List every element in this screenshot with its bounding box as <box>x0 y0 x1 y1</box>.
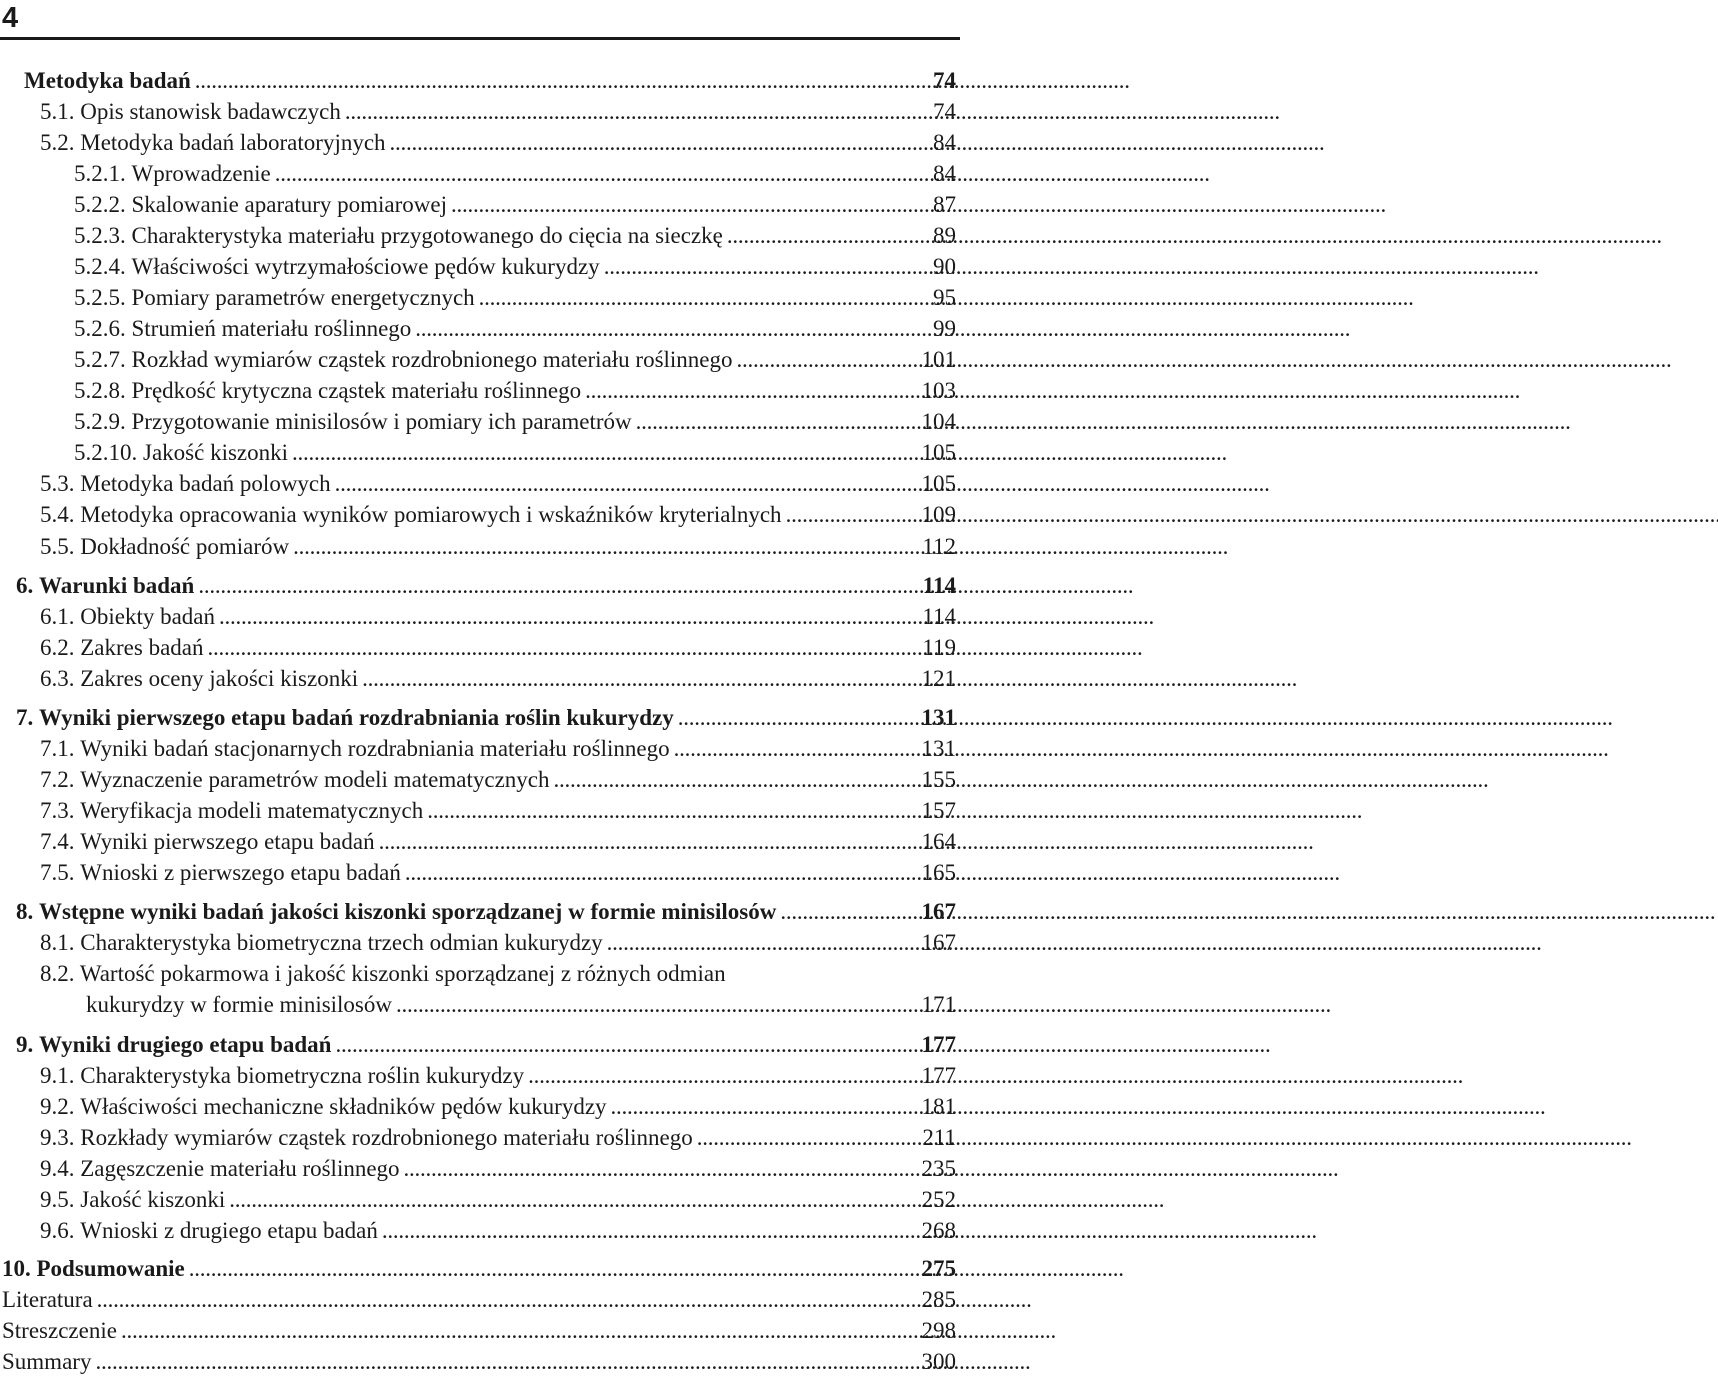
toc-entry[interactable] <box>40 929 956 956</box>
toc-entry-title: Rozkłady wymiarów cząstek rozdrobnionego materiału roślinnego <box>80 1125 693 1150</box>
toc-dot-leader <box>678 704 918 731</box>
toc-dot-leader <box>362 665 917 692</box>
toc-entry[interactable] <box>40 470 956 497</box>
toc-dot-leader <box>636 408 918 435</box>
toc-entry-title: Metodyka opracowania wyników pomiarowych i wskaźników kryterialnych <box>80 502 782 527</box>
toc-entry-title: Metodyka badań polowych <box>80 471 331 496</box>
header-rule <box>0 37 960 40</box>
toc-entry-number: 9.3. <box>40 1125 81 1150</box>
page-header <box>0 0 960 40</box>
toc-entry[interactable] <box>40 766 956 793</box>
toc-entry-title: Wyniki pierwszego etapu badań <box>80 829 375 854</box>
toc-entry[interactable] <box>40 1093 956 1120</box>
toc-entry-number: 5.4. <box>40 502 81 527</box>
toc-dot-leader <box>208 634 919 661</box>
toc-entry-page: 109 <box>921 502 956 527</box>
toc-entry-number: 5.2.1. <box>74 161 132 186</box>
toc-entry-number: 8.1. <box>40 930 81 955</box>
toc-dot-leader <box>585 377 917 404</box>
toc-entry[interactable] <box>40 1062 956 1089</box>
toc-entry-page: 298 <box>921 1318 956 1343</box>
toc-dot-leader <box>607 929 918 956</box>
toc-entry[interactable] <box>40 1217 956 1244</box>
toc-entry[interactable] <box>74 439 956 466</box>
toc-entry-page: 235 <box>921 1156 956 1181</box>
toc-entry-title: Opis stanowisk badawczych <box>80 99 341 124</box>
toc-entry-title: Zakres badań <box>80 635 204 660</box>
toc-entry-title: Wyznaczenie parametrów modeli matematycznych <box>80 767 550 792</box>
toc-entry-number: 5.2.5. <box>74 285 132 310</box>
toc-dot-leader <box>219 603 918 630</box>
toc-dot-leader <box>189 1255 918 1282</box>
toc-entry-page: 171 <box>921 992 956 1017</box>
toc-entry-number: 10. <box>2 1256 37 1281</box>
toc-entry-page: 103 <box>921 378 956 403</box>
toc-entry-title: Wartość pokarmowa i jakość kiszonki sporządzanej z różnych odmian <box>79 961 726 986</box>
toc-entry-first-line[interactable] <box>40 960 726 987</box>
toc-entry-page: 87 <box>933 192 956 217</box>
toc-entry[interactable] <box>40 797 956 824</box>
toc-entry-number: 5.2.4. <box>74 254 132 279</box>
toc-entry-page: 119 <box>922 635 956 660</box>
toc-entry-number: 5.2.3. <box>74 223 132 248</box>
toc-entry-title: Podsumowanie <box>36 1256 185 1281</box>
toc-entry-title: Wyniki pierwszego etapu badań rozdrabniania roślin kukurydzy <box>39 705 674 730</box>
toc-entry-number: 7.1. <box>40 736 81 761</box>
toc-dot-leader <box>554 766 918 793</box>
toc-dot-leader <box>604 253 929 280</box>
toc-entry-number: 9.1. <box>40 1063 81 1088</box>
toc-entry-page: 268 <box>921 1218 956 1243</box>
toc-entry-title: Wnioski z drugiego etapu badań <box>80 1218 378 1243</box>
toc-entry-page: 105 <box>921 440 956 465</box>
toc-dot-leader <box>390 129 929 156</box>
toc-entry[interactable] <box>40 735 956 762</box>
toc-entry-number: 7.4. <box>40 829 81 854</box>
toc-entry-page: 84 <box>933 161 956 186</box>
toc-entry-page: 114 <box>922 604 956 629</box>
toc-dot-leader <box>727 222 929 249</box>
toc-entry-page: 167 <box>921 930 956 955</box>
toc-entry[interactable] <box>74 160 956 187</box>
toc-entry-number: 7.5. <box>40 860 81 885</box>
toc-entry-page: 177 <box>921 1063 956 1088</box>
toc-entry-number: 9.4. <box>40 1156 81 1181</box>
toc-entry-page: 74 <box>933 68 956 93</box>
toc-dot-leader <box>382 1217 918 1244</box>
toc-entry[interactable] <box>40 533 956 560</box>
toc-entry-number: 5.2.7. <box>74 347 132 372</box>
toc-entry[interactable] <box>40 665 956 692</box>
toc-entry-number: 5.2.2. <box>74 192 132 217</box>
toc-entry-title: Prędkość krytyczna cząstek materiału roślinnego <box>131 378 582 403</box>
toc-entry[interactable] <box>16 1031 956 1058</box>
toc-entry-number: 9.6. <box>40 1218 81 1243</box>
toc-entry-number: 7.2. <box>40 767 81 792</box>
toc-entry-page: 167 <box>921 899 956 924</box>
toc-entry[interactable] <box>40 634 956 661</box>
toc-dot-leader <box>379 828 918 855</box>
toc-dot-leader <box>229 1186 917 1213</box>
toc-entry-page: 114 <box>922 573 956 598</box>
toc-dot-leader <box>528 1062 917 1089</box>
toc-entry[interactable] <box>2 1317 956 1344</box>
toc-entry-title: Wstępne wyniki badań jakości kiszonki sporządzanej w formie minisilosów <box>39 899 777 924</box>
toc-entry-page: 99 <box>933 316 956 341</box>
toc-entry-number: 5.2.10. <box>74 440 143 465</box>
toc-entry-number: 8. <box>16 899 39 924</box>
toc-dot-leader <box>415 315 929 342</box>
toc-entry-title: Wyniki badań stacjonarnych rozdrabniania materiału roślinnego <box>80 736 670 761</box>
toc-entry[interactable] <box>40 603 956 630</box>
toc-entry-page: 181 <box>921 1094 956 1119</box>
toc-entry[interactable] <box>40 501 956 528</box>
toc-entry[interactable] <box>40 1186 956 1213</box>
toc-entry[interactable] <box>2 1348 956 1375</box>
toc-entry-page: 95 <box>933 285 956 310</box>
toc-entry[interactable] <box>40 98 956 125</box>
toc-entry-title: Metodyka badań laboratoryjnych <box>80 130 386 155</box>
toc-entry-page: 112 <box>922 534 956 559</box>
toc-entry[interactable] <box>24 67 956 94</box>
toc-dot-leader <box>95 1348 917 1375</box>
toc-entry-number: 5.1. <box>40 99 81 124</box>
toc-entry-title: kukurydzy w formie minisilosów <box>86 992 392 1017</box>
toc-entry-number: 5.2. <box>40 130 81 155</box>
toc-entry-title: Właściwości mechaniczne składników pędów kukurydzy <box>80 1094 607 1119</box>
toc-entry-page: 105 <box>921 471 956 496</box>
toc-entry-title: Streszczenie <box>2 1318 117 1343</box>
toc-dot-leader <box>405 859 918 886</box>
toc-dot-leader <box>737 346 918 373</box>
toc-entry-title: Jakość kiszonki <box>80 1187 226 1212</box>
toc-entry-number: 5.2.6. <box>74 316 132 341</box>
toc-entry-title: Metodyka badań <box>24 68 191 93</box>
toc-dot-leader <box>427 797 917 824</box>
toc-entry-number: 5.5. <box>40 534 81 559</box>
toc-entry-title: Summary <box>2 1349 92 1374</box>
toc-entry-number: 6.3. <box>40 666 81 691</box>
toc-dot-leader <box>479 284 929 311</box>
toc-entry-page: 252 <box>921 1187 956 1212</box>
toc-entry[interactable] <box>74 284 956 311</box>
toc-entry-number: 6.1. <box>40 604 81 629</box>
toc-dot-leader <box>404 1155 918 1182</box>
toc-entry[interactable] <box>74 315 956 342</box>
toc-entry[interactable] <box>74 222 956 249</box>
toc-entry-title: Wyniki drugiego etapu badań <box>39 1032 332 1057</box>
toc-entry-page: 104 <box>921 409 956 434</box>
toc-entry[interactable] <box>40 828 956 855</box>
toc-entry-title: Zagęszczenie materiału roślinnego <box>80 1156 400 1181</box>
toc-entry[interactable] <box>40 1124 956 1151</box>
toc-dot-leader <box>780 898 917 925</box>
toc-entry-title: Charakterystyka biometryczna roślin kukurydzy <box>80 1063 525 1088</box>
toc-entry-title: Pomiary parametrów energetycznych <box>131 285 475 310</box>
toc-entry[interactable] <box>74 346 956 373</box>
toc-dot-leader <box>786 501 918 528</box>
toc-entry[interactable] <box>74 408 956 435</box>
toc-entry-number: 5.3. <box>40 471 81 496</box>
toc-entry-page: 165 <box>921 860 956 885</box>
toc-dot-leader <box>275 160 929 187</box>
toc-entry-title: Obiekty badań <box>80 604 216 629</box>
toc-dot-leader <box>345 98 929 125</box>
toc-entry-page: 131 <box>921 705 956 730</box>
toc-dot-leader <box>335 470 918 497</box>
toc-entry[interactable] <box>40 1155 956 1182</box>
toc-entry-page: 74 <box>933 99 956 124</box>
toc-entry-title: Wprowadzenie <box>131 161 271 186</box>
toc-dot-leader <box>451 191 929 218</box>
toc-entry-page: 275 <box>921 1256 956 1281</box>
toc-entry-title: Wnioski z pierwszego etapu badań <box>80 860 401 885</box>
toc-entry-title: Skalowanie aparatury pomiarowej <box>131 192 447 217</box>
toc-entry[interactable] <box>2 1255 956 1282</box>
toc-entry[interactable] <box>74 191 956 218</box>
toc-entry-page: 121 <box>921 666 956 691</box>
toc-dot-leader <box>195 67 929 94</box>
toc-dot-leader <box>674 735 918 762</box>
toc-entry-title: Rozkład wymiarów cząstek rozdrobnionego materiału roślinnego <box>131 347 733 372</box>
toc-entry-number: 9. <box>16 1032 39 1057</box>
toc-entry-number: 6.2. <box>40 635 81 660</box>
toc-entry[interactable] <box>16 704 956 731</box>
toc-entry-page: 285 <box>921 1287 956 1312</box>
toc-entry-number: 5.2.8. <box>74 378 132 403</box>
toc-entry-title: Weryfikacja modeli matematycznych <box>80 798 424 823</box>
toc-entry-number: 9.2. <box>40 1094 81 1119</box>
toc-entry-number: 9.5. <box>40 1187 81 1212</box>
toc-entry-number: 7. <box>16 705 39 730</box>
toc-dot-leader <box>611 1093 918 1120</box>
toc-entry-title: Literatura <box>2 1287 93 1312</box>
toc-entry[interactable] <box>16 572 956 599</box>
toc-dot-leader <box>198 572 918 599</box>
toc-entry-number: 7.3. <box>40 798 81 823</box>
toc-entry-title: Warunki badań <box>39 573 195 598</box>
toc-entry-number: 5.2.9. <box>74 409 132 434</box>
toc-entry-page: 300 <box>921 1349 956 1374</box>
toc-entry[interactable] <box>74 253 956 280</box>
toc-entry-title: Przygotowanie minisilosów i pomiary ich parametrów <box>131 409 632 434</box>
toc-entry-page: 89 <box>933 223 956 248</box>
toc-entry-number: 8.2. <box>40 961 75 986</box>
toc-entry-page: 164 <box>921 829 956 854</box>
toc-dot-leader <box>292 439 917 466</box>
toc-entry-title: Charakterystyka materiału przygotowanego do cięcia na sieczkę <box>131 223 723 248</box>
toc-entry-page: 157 <box>921 798 956 823</box>
toc-entry-number: 6. <box>16 573 39 598</box>
toc-entry[interactable] <box>86 991 956 1018</box>
toc-entry-title: Strumień materiału roślinnego <box>131 316 412 341</box>
toc-entry[interactable] <box>16 898 956 925</box>
toc-entry-page: 101 <box>921 347 956 372</box>
toc-dot-leader <box>293 533 918 560</box>
toc-entry-page: 84 <box>933 130 956 155</box>
toc-entry[interactable] <box>2 1286 956 1313</box>
toc-dot-leader <box>121 1317 918 1344</box>
toc-entry-title: Zakres oceny jakości kiszonki <box>80 666 359 691</box>
toc-dot-leader <box>697 1124 919 1151</box>
toc-entry-title: Właściwości wytrzymałościowe pędów kukurydzy <box>131 254 600 279</box>
toc-entry[interactable] <box>40 129 956 156</box>
toc-entry-title: Charakterystyka biometryczna trzech odmian kukurydzy <box>80 930 603 955</box>
page-number: 4 <box>2 2 19 34</box>
toc-entry-page: 177 <box>921 1032 956 1057</box>
toc-entry[interactable] <box>40 859 956 886</box>
toc-entry-page: 155 <box>921 767 956 792</box>
toc-entry-title: Jakość kiszonki <box>143 440 289 465</box>
toc-dot-leader <box>97 1286 918 1313</box>
toc-entry-page: 131 <box>921 736 956 761</box>
toc-entry-page: 90 <box>933 254 956 279</box>
toc-entry[interactable] <box>74 377 956 404</box>
toc-dot-leader <box>335 1031 917 1058</box>
toc-entry-page: 211 <box>922 1125 956 1150</box>
toc-dot-leader <box>396 991 918 1018</box>
toc-entry-title: Dokładność pomiarów <box>80 534 290 559</box>
